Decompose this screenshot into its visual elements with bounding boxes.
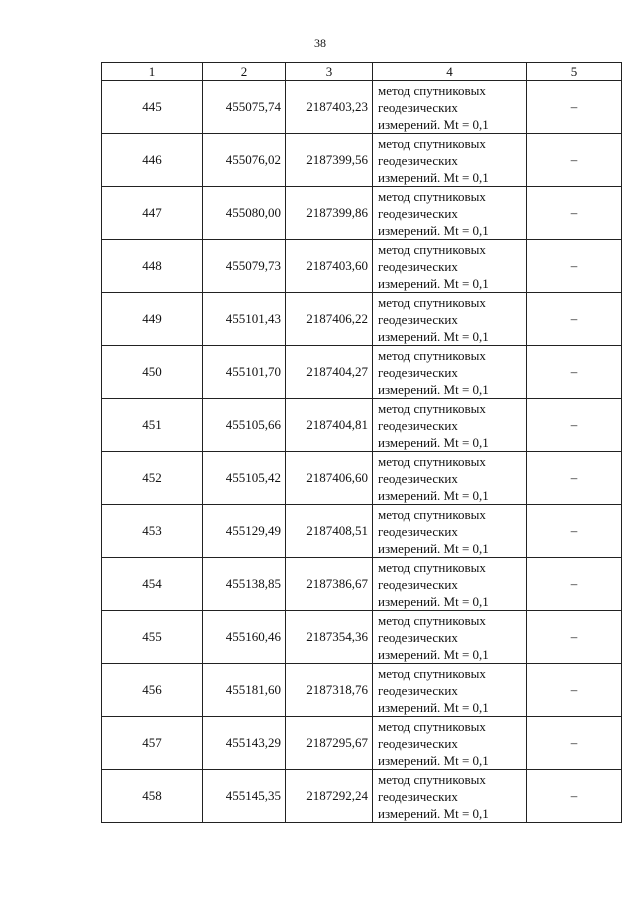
method-line: геодезических	[378, 311, 458, 327]
point-number-cell: 450	[102, 346, 203, 399]
method-line: измерений. Mt = 0,1	[378, 222, 489, 238]
table-row	[102, 293, 622, 346]
x-coordinate-cell: 455138,85	[203, 558, 286, 611]
table-row	[102, 505, 622, 558]
method-line: метод спутниковых	[378, 135, 486, 151]
method-line: метод спутниковых	[378, 559, 486, 575]
table-body	[102, 81, 622, 823]
x-coordinate-cell: 455079,73	[203, 240, 286, 293]
method-cell	[373, 505, 527, 558]
method-line: метод спутниковых	[378, 506, 486, 522]
method-line: измерений. Mt = 0,1	[378, 805, 489, 821]
point-number-cell: 452	[102, 452, 203, 505]
method-cell	[373, 717, 527, 770]
method-cell	[373, 611, 527, 664]
method-line: геодезических	[378, 629, 458, 645]
x-coordinate-cell: 455101,70	[203, 346, 286, 399]
method-line: геодезических	[378, 152, 458, 168]
method-line: метод спутниковых	[378, 294, 486, 310]
x-coordinate-cell: 455076,02	[203, 134, 286, 187]
point-number-cell: 456	[102, 664, 203, 717]
x-coordinate-cell: 455105,42	[203, 452, 286, 505]
table-header-row	[102, 63, 622, 81]
method-line: метод спутниковых	[378, 82, 486, 98]
method-line: геодезических	[378, 735, 458, 751]
note-cell: –	[527, 240, 622, 293]
coordinates-table	[101, 62, 622, 823]
method-line: метод спутниковых	[378, 612, 486, 628]
point-number-cell: 455	[102, 611, 203, 664]
method-cell	[373, 399, 527, 452]
x-coordinate-cell: 455145,35	[203, 770, 286, 823]
table-row	[102, 770, 622, 823]
column-header-1: 1	[102, 63, 203, 81]
method-line: геодезических	[378, 364, 458, 380]
method-line: метод спутниковых	[378, 400, 486, 416]
method-line: метод спутниковых	[378, 453, 486, 469]
table-row	[102, 452, 622, 505]
method-line: измерений. Mt = 0,1	[378, 540, 489, 556]
method-line: метод спутниковых	[378, 665, 486, 681]
point-number-cell: 454	[102, 558, 203, 611]
method-line: измерений. Mt = 0,1	[378, 646, 489, 662]
note-cell: –	[527, 187, 622, 240]
table-row	[102, 399, 622, 452]
column-header-5: 5	[527, 63, 622, 81]
method-line: измерений. Mt = 0,1	[378, 275, 489, 291]
x-coordinate-cell: 455160,46	[203, 611, 286, 664]
y-coordinate-cell: 2187318,76	[286, 664, 373, 717]
point-number-cell: 451	[102, 399, 203, 452]
method-line: геодезических	[378, 470, 458, 486]
column-header-3: 3	[286, 63, 373, 81]
y-coordinate-cell: 2187408,51	[286, 505, 373, 558]
table-row	[102, 187, 622, 240]
method-line: метод спутниковых	[378, 241, 486, 257]
x-coordinate-cell: 455105,66	[203, 399, 286, 452]
method-line: геодезических	[378, 576, 458, 592]
method-line: метод спутниковых	[378, 771, 486, 787]
method-line: измерений. Mt = 0,1	[378, 328, 489, 344]
method-cell	[373, 558, 527, 611]
note-cell: –	[527, 717, 622, 770]
method-line: измерений. Mt = 0,1	[378, 752, 489, 768]
table-row	[102, 717, 622, 770]
method-line: геодезических	[378, 788, 458, 804]
table-row	[102, 240, 622, 293]
note-cell: –	[527, 346, 622, 399]
method-cell	[373, 346, 527, 399]
x-coordinate-cell: 455075,74	[203, 81, 286, 134]
method-line: измерений. Mt = 0,1	[378, 381, 489, 397]
note-cell: –	[527, 81, 622, 134]
method-cell	[373, 664, 527, 717]
method-line: измерений. Mt = 0,1	[378, 169, 489, 185]
method-line: геодезических	[378, 523, 458, 539]
x-coordinate-cell: 455181,60	[203, 664, 286, 717]
y-coordinate-cell: 2187403,60	[286, 240, 373, 293]
table-row	[102, 611, 622, 664]
y-coordinate-cell: 2187403,23	[286, 81, 373, 134]
method-line: геодезических	[378, 205, 458, 221]
x-coordinate-cell: 455101,43	[203, 293, 286, 346]
method-line: геодезических	[378, 417, 458, 433]
point-number-cell: 448	[102, 240, 203, 293]
y-coordinate-cell: 2187406,60	[286, 452, 373, 505]
method-line: геодезических	[378, 99, 458, 115]
point-number-cell: 447	[102, 187, 203, 240]
method-cell	[373, 452, 527, 505]
y-coordinate-cell: 2187399,56	[286, 134, 373, 187]
note-cell: –	[527, 558, 622, 611]
note-cell: –	[527, 452, 622, 505]
page-number: 38	[314, 36, 326, 50]
point-number-cell: 445	[102, 81, 203, 134]
method-line: метод спутниковых	[378, 718, 486, 734]
method-cell	[373, 770, 527, 823]
table-row	[102, 134, 622, 187]
y-coordinate-cell: 2187404,27	[286, 346, 373, 399]
table-row	[102, 81, 622, 134]
method-line: измерений. Mt = 0,1	[378, 593, 489, 609]
y-coordinate-cell: 2187399,86	[286, 187, 373, 240]
note-cell: –	[527, 134, 622, 187]
table-row	[102, 346, 622, 399]
y-coordinate-cell: 2187292,24	[286, 770, 373, 823]
note-cell: –	[527, 293, 622, 346]
note-cell: –	[527, 505, 622, 558]
y-coordinate-cell: 2187295,67	[286, 717, 373, 770]
point-number-cell: 449	[102, 293, 203, 346]
point-number-cell: 458	[102, 770, 203, 823]
method-line: геодезических	[378, 258, 458, 274]
method-line: измерений. Mt = 0,1	[378, 699, 489, 715]
method-line: метод спутниковых	[378, 188, 486, 204]
note-cell: –	[527, 611, 622, 664]
method-line: измерений. Mt = 0,1	[378, 434, 489, 450]
method-cell	[373, 81, 527, 134]
point-number-cell: 457	[102, 717, 203, 770]
point-number-cell: 446	[102, 134, 203, 187]
y-coordinate-cell: 2187404,81	[286, 399, 373, 452]
method-line: геодезических	[378, 682, 458, 698]
x-coordinate-cell: 455080,00	[203, 187, 286, 240]
note-cell: –	[527, 770, 622, 823]
x-coordinate-cell: 455143,29	[203, 717, 286, 770]
method-cell	[373, 134, 527, 187]
method-line: измерений. Mt = 0,1	[378, 116, 489, 132]
method-line: метод спутниковых	[378, 347, 486, 363]
note-cell: –	[527, 664, 622, 717]
method-line: измерений. Mt = 0,1	[378, 487, 489, 503]
method-cell	[373, 293, 527, 346]
point-number-cell: 453	[102, 505, 203, 558]
column-header-2: 2	[203, 63, 286, 81]
column-header-4: 4	[373, 63, 527, 81]
y-coordinate-cell: 2187406,22	[286, 293, 373, 346]
method-cell	[373, 240, 527, 293]
note-cell: –	[527, 399, 622, 452]
y-coordinate-cell: 2187354,36	[286, 611, 373, 664]
table-row	[102, 664, 622, 717]
method-cell	[373, 187, 527, 240]
table-row	[102, 558, 622, 611]
x-coordinate-cell: 455129,49	[203, 505, 286, 558]
y-coordinate-cell: 2187386,67	[286, 558, 373, 611]
